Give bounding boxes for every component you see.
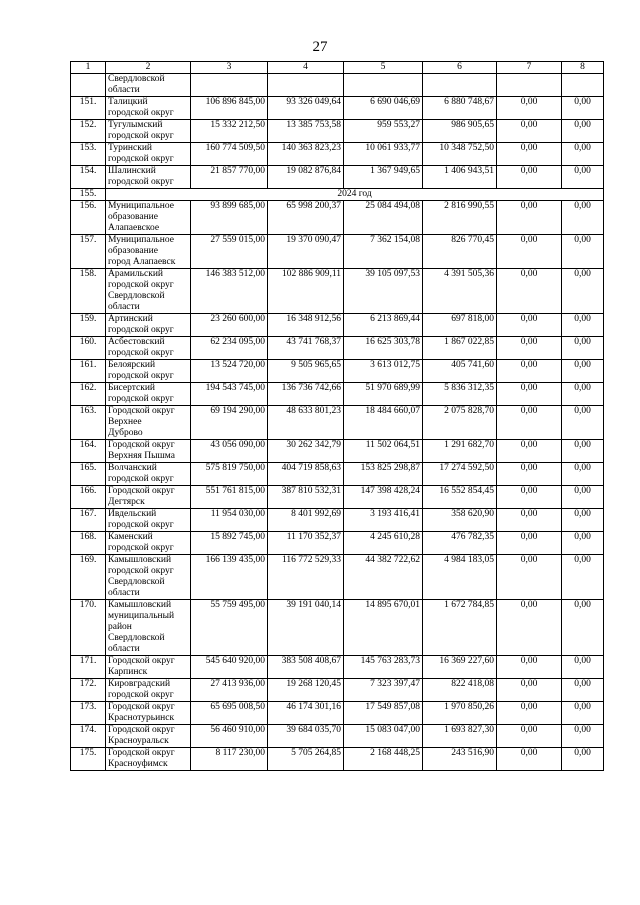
amount-c6: 826 770,45 bbox=[423, 235, 497, 269]
amount-c8: 0,00 bbox=[562, 486, 604, 509]
amount-c8: 0,00 bbox=[562, 120, 604, 143]
municipality-name-line: Муниципальное bbox=[108, 235, 174, 245]
amount-c5: 959 553,27 bbox=[344, 120, 423, 143]
amount-c4: 11 170 352,37 bbox=[268, 532, 344, 555]
amount-c5: 6 690 046,69 bbox=[344, 97, 423, 120]
municipality-name bbox=[106, 440, 191, 463]
row-number: 168. bbox=[71, 532, 106, 555]
amount-c7: 0,00 bbox=[497, 748, 562, 771]
amount-c5: 14 895 670,01 bbox=[344, 600, 423, 656]
amount-c3: 545 640 920,00 bbox=[191, 656, 268, 679]
amount-c7: 0,00 bbox=[497, 725, 562, 748]
amount-c6: 4 984 183,05 bbox=[423, 555, 497, 600]
amount-c3: 13 524 720,00 bbox=[191, 360, 268, 383]
amount-c3: 11 954 030,00 bbox=[191, 509, 268, 532]
amount-c4: 387 810 532,31 bbox=[268, 486, 344, 509]
table-row bbox=[71, 143, 604, 166]
row-number: 155. bbox=[71, 189, 106, 201]
municipality-name-line: Свердловской bbox=[108, 633, 165, 643]
table-row bbox=[71, 600, 604, 656]
municipality-name-line: Городской округ bbox=[108, 656, 175, 666]
amount-c7: 0,00 bbox=[497, 97, 562, 120]
page-number: 27 bbox=[312, 39, 328, 55]
municipality-name-line: Туринский bbox=[108, 143, 152, 153]
municipality-name-line: области bbox=[108, 302, 140, 312]
row-number: 164. bbox=[71, 440, 106, 463]
municipality-name bbox=[106, 235, 191, 269]
row-number: 153. bbox=[71, 143, 106, 166]
amount-c4: 65 998 200,37 bbox=[268, 201, 344, 235]
municipality-name-line: Артинский bbox=[108, 314, 153, 324]
amount-c7: 0,00 bbox=[497, 463, 562, 486]
table-row bbox=[71, 166, 604, 189]
municipality-name-line: области bbox=[108, 85, 140, 95]
amount-c5: 145 763 283,73 bbox=[344, 656, 423, 679]
amount-c8: 0,00 bbox=[562, 725, 604, 748]
amount-c4: 13 385 753,58 bbox=[268, 120, 344, 143]
column-number: 4 bbox=[268, 62, 344, 74]
municipality-name-line: Бисертский bbox=[108, 383, 155, 393]
municipality-name-line: городской округ bbox=[108, 154, 174, 164]
municipality-name bbox=[106, 555, 191, 600]
amount-c5: 3 613 012,75 bbox=[344, 360, 423, 383]
municipality-name-line: Камышловский bbox=[108, 555, 172, 565]
amount-c6: 822 418,08 bbox=[423, 679, 497, 702]
table-row bbox=[71, 269, 604, 314]
amount-c4: 19 082 876,84 bbox=[268, 166, 344, 189]
amount-c8: 0,00 bbox=[562, 97, 604, 120]
amount-c4: 116 772 529,33 bbox=[268, 555, 344, 600]
municipality-name-line: Камышловский bbox=[108, 600, 172, 610]
amount-c5: 3 193 416,41 bbox=[344, 509, 423, 532]
municipality-name-line: городской округ bbox=[108, 108, 174, 118]
municipality-name-line: Арамильский bbox=[108, 269, 163, 279]
row-number: 151. bbox=[71, 97, 106, 120]
municipality-name-line: Свердловской bbox=[108, 291, 165, 301]
row-number: 169. bbox=[71, 555, 106, 600]
municipality-name bbox=[106, 143, 191, 166]
municipality-name-line: городской округ bbox=[108, 690, 174, 700]
amount-c5: 7 362 154,08 bbox=[344, 235, 423, 269]
table-row bbox=[71, 383, 604, 406]
row-number: 163. bbox=[71, 406, 106, 440]
amount-c3: 160 774 509,50 bbox=[191, 143, 268, 166]
amount-c6: 1 291 682,70 bbox=[423, 440, 497, 463]
amount-c4: 39 191 040,14 bbox=[268, 600, 344, 656]
amount-c3: 146 383 512,00 bbox=[191, 269, 268, 314]
municipality-name-line: Дуброво bbox=[108, 428, 143, 438]
municipality-name-line: Тугулымский bbox=[108, 120, 163, 130]
municipality-name bbox=[106, 509, 191, 532]
table-row bbox=[71, 337, 604, 360]
row-number: 154. bbox=[71, 166, 106, 189]
amount-c5: 39 105 097,53 bbox=[344, 269, 423, 314]
amount-c3: 15 892 745,00 bbox=[191, 532, 268, 555]
municipality-name-line: образование bbox=[108, 212, 158, 222]
municipality-name-line: городской округ bbox=[108, 566, 174, 576]
amount-c3: 15 332 212,50 bbox=[191, 120, 268, 143]
row-number: 167. bbox=[71, 509, 106, 532]
municipality-name-line: Городской округ bbox=[108, 406, 175, 416]
table-row bbox=[71, 406, 604, 440]
table-row bbox=[71, 702, 604, 725]
amount-c7: 0,00 bbox=[497, 555, 562, 600]
amount-c4: 93 326 049,64 bbox=[268, 97, 344, 120]
amount-c4: 39 684 035,70 bbox=[268, 725, 344, 748]
amount-c6: 1 970 850,26 bbox=[423, 702, 497, 725]
column-number: 5 bbox=[344, 62, 423, 74]
amount-c6: 1 672 784,85 bbox=[423, 600, 497, 656]
amount-c5: 44 382 722,62 bbox=[344, 555, 423, 600]
amount-c8: 0,00 bbox=[562, 166, 604, 189]
amount-c4 bbox=[268, 74, 344, 97]
amount-c5: 16 625 303,78 bbox=[344, 337, 423, 360]
amount-c6: 17 274 592,50 bbox=[423, 463, 497, 486]
amount-c7: 0,00 bbox=[497, 337, 562, 360]
year-row bbox=[71, 189, 604, 201]
row-number: 157. bbox=[71, 235, 106, 269]
amount-c7: 0,00 bbox=[497, 201, 562, 235]
amount-c8: 0,00 bbox=[562, 555, 604, 600]
amount-c6: 358 620,90 bbox=[423, 509, 497, 532]
amount-c4: 140 363 823,23 bbox=[268, 143, 344, 166]
column-number: 6 bbox=[423, 62, 497, 74]
municipality-name bbox=[106, 748, 191, 771]
municipality-name bbox=[106, 201, 191, 235]
year-label: 2024 год bbox=[106, 189, 604, 201]
amount-c6: 5 836 312,35 bbox=[423, 383, 497, 406]
amount-c8: 0,00 bbox=[562, 463, 604, 486]
amount-c8 bbox=[562, 74, 604, 97]
amount-c3: 575 819 750,00 bbox=[191, 463, 268, 486]
amount-c7: 0,00 bbox=[497, 120, 562, 143]
municipality-name bbox=[106, 702, 191, 725]
amount-c8: 0,00 bbox=[562, 406, 604, 440]
amount-c5: 10 061 933,77 bbox=[344, 143, 423, 166]
table-row bbox=[71, 486, 604, 509]
amount-c8: 0,00 bbox=[562, 679, 604, 702]
municipality-name-line: городской округ bbox=[108, 394, 174, 404]
municipality-name bbox=[106, 314, 191, 337]
amount-c3: 27 559 015,00 bbox=[191, 235, 268, 269]
amount-c4: 48 633 801,23 bbox=[268, 406, 344, 440]
table-row bbox=[71, 725, 604, 748]
municipality-name-line: городской округ bbox=[108, 131, 174, 141]
amount-c8: 0,00 bbox=[562, 337, 604, 360]
municipality-name bbox=[106, 406, 191, 440]
municipality-name bbox=[106, 600, 191, 656]
amount-c8: 0,00 bbox=[562, 440, 604, 463]
amount-c6: 1 406 943,51 bbox=[423, 166, 497, 189]
amount-c6: 2 816 990,55 bbox=[423, 201, 497, 235]
amount-c7: 0,00 bbox=[497, 702, 562, 725]
municipality-name-line: городской округ bbox=[108, 280, 174, 290]
column-number: 3 bbox=[191, 62, 268, 74]
column-number-row bbox=[71, 62, 604, 74]
municipality-name-line: Ивдельский bbox=[108, 509, 157, 519]
amount-c7: 0,00 bbox=[497, 656, 562, 679]
row-number: 166. bbox=[71, 486, 106, 509]
amount-c5: 1 367 949,65 bbox=[344, 166, 423, 189]
municipality-name-line: Городской округ bbox=[108, 748, 175, 758]
amount-c4: 383 508 408,67 bbox=[268, 656, 344, 679]
column-number: 2 bbox=[106, 62, 191, 74]
municipality-name-line: Свердловской bbox=[108, 577, 165, 587]
amount-c8: 0,00 bbox=[562, 532, 604, 555]
column-number: 8 bbox=[562, 62, 604, 74]
table-row bbox=[71, 201, 604, 235]
municipality-name-line: городской округ bbox=[108, 371, 174, 381]
amount-c6: 16 369 227,60 bbox=[423, 656, 497, 679]
amount-c6: 476 782,35 bbox=[423, 532, 497, 555]
amount-c8: 0,00 bbox=[562, 201, 604, 235]
row-number: 161. bbox=[71, 360, 106, 383]
amount-c3: 62 234 095,00 bbox=[191, 337, 268, 360]
amount-c4: 8 401 992,69 bbox=[268, 509, 344, 532]
amount-c5: 153 825 298,87 bbox=[344, 463, 423, 486]
municipality-name-line: город Алапаевск bbox=[108, 257, 176, 267]
amount-c5: 7 323 397,47 bbox=[344, 679, 423, 702]
amount-c6: 986 905,65 bbox=[423, 120, 497, 143]
amount-c4: 30 262 342,79 bbox=[268, 440, 344, 463]
municipality-name bbox=[106, 725, 191, 748]
municipality-name bbox=[106, 97, 191, 120]
table-row bbox=[71, 748, 604, 771]
amount-c3: 69 194 290,00 bbox=[191, 406, 268, 440]
municipality-name bbox=[106, 383, 191, 406]
municipality-name-line: Верхнее bbox=[108, 417, 142, 427]
municipality-name-line: Городской округ bbox=[108, 440, 175, 450]
row-number: 174. bbox=[71, 725, 106, 748]
table-row bbox=[71, 97, 604, 120]
amount-c8: 0,00 bbox=[562, 656, 604, 679]
amount-c3: 166 139 435,00 bbox=[191, 555, 268, 600]
municipality-name bbox=[106, 74, 191, 97]
row-number: 152. bbox=[71, 120, 106, 143]
municipality-name-line: муниципальный bbox=[108, 611, 175, 621]
table-row bbox=[71, 532, 604, 555]
amount-c3 bbox=[191, 74, 268, 97]
amount-c8: 0,00 bbox=[562, 269, 604, 314]
municipality-name bbox=[106, 360, 191, 383]
amount-c5 bbox=[344, 74, 423, 97]
municipality-name-line: городской округ bbox=[108, 177, 174, 187]
municipality-name bbox=[106, 463, 191, 486]
amount-c5: 17 549 857,08 bbox=[344, 702, 423, 725]
municipality-name-line: Городской округ bbox=[108, 486, 175, 496]
amount-c8: 0,00 bbox=[562, 702, 604, 725]
amount-c7: 0,00 bbox=[497, 314, 562, 337]
municipality-name-line: городской округ bbox=[108, 474, 174, 484]
row-number: 172. bbox=[71, 679, 106, 702]
amount-c8: 0,00 bbox=[562, 748, 604, 771]
amount-c5: 51 970 689,99 bbox=[344, 383, 423, 406]
amount-c7: 0,00 bbox=[497, 679, 562, 702]
amount-c8: 0,00 bbox=[562, 600, 604, 656]
amount-c7: 0,00 bbox=[497, 166, 562, 189]
municipality-name-line: области bbox=[108, 644, 140, 654]
amount-c3: 106 896 845,00 bbox=[191, 97, 268, 120]
table-row bbox=[71, 120, 604, 143]
municipality-name-line: городской округ bbox=[108, 348, 174, 358]
amount-c7: 0,00 bbox=[497, 486, 562, 509]
amount-c4: 5 705 264,85 bbox=[268, 748, 344, 771]
municipality-name bbox=[106, 486, 191, 509]
municipality-name bbox=[106, 337, 191, 360]
municipality-name bbox=[106, 656, 191, 679]
amount-c5: 15 083 047,00 bbox=[344, 725, 423, 748]
amount-c7: 0,00 bbox=[497, 532, 562, 555]
municipality-name-line: Талицкий bbox=[108, 97, 148, 107]
amount-c7: 0,00 bbox=[497, 600, 562, 656]
row-number: 156. bbox=[71, 201, 106, 235]
amount-c4: 43 741 768,37 bbox=[268, 337, 344, 360]
amount-c5: 25 084 494,08 bbox=[344, 201, 423, 235]
amount-c7: 0,00 bbox=[497, 269, 562, 314]
amount-c7 bbox=[497, 74, 562, 97]
row-number: 160. bbox=[71, 337, 106, 360]
amount-c6 bbox=[423, 74, 497, 97]
amount-c3: 194 543 745,00 bbox=[191, 383, 268, 406]
amount-c8: 0,00 bbox=[562, 235, 604, 269]
amount-c4: 136 736 742,66 bbox=[268, 383, 344, 406]
row-number: 171. bbox=[71, 656, 106, 679]
amount-c6: 243 516,90 bbox=[423, 748, 497, 771]
amount-c3: 93 899 685,00 bbox=[191, 201, 268, 235]
amount-c4: 19 268 120,45 bbox=[268, 679, 344, 702]
municipality-name-line: Красноуфимск bbox=[108, 759, 168, 769]
row-number: 173. bbox=[71, 702, 106, 725]
amount-c8: 0,00 bbox=[562, 143, 604, 166]
amount-c4: 46 174 301,16 bbox=[268, 702, 344, 725]
row-number: 165. bbox=[71, 463, 106, 486]
amount-c7: 0,00 bbox=[497, 360, 562, 383]
table-row bbox=[71, 235, 604, 269]
amount-c6: 10 348 752,50 bbox=[423, 143, 497, 166]
municipality-name-line: Алапаевское bbox=[108, 223, 160, 233]
municipality-name-line: Городской округ bbox=[108, 702, 175, 712]
table-row bbox=[71, 555, 604, 600]
amount-c3: 43 056 090,00 bbox=[191, 440, 268, 463]
municipality-name-line: Волчанский bbox=[108, 463, 157, 473]
municipality-name bbox=[106, 532, 191, 555]
municipality-name bbox=[106, 166, 191, 189]
amount-c4: 19 370 090,47 bbox=[268, 235, 344, 269]
amount-c4: 404 719 858,63 bbox=[268, 463, 344, 486]
amount-c5: 2 168 448,25 bbox=[344, 748, 423, 771]
municipality-name-line: Дегтярск bbox=[108, 497, 145, 507]
amount-c3: 27 413 936,00 bbox=[191, 679, 268, 702]
municipality-name-line: области bbox=[108, 588, 140, 598]
row-number: 159. bbox=[71, 314, 106, 337]
amount-c3: 23 260 600,00 bbox=[191, 314, 268, 337]
amount-c6: 697 818,00 bbox=[423, 314, 497, 337]
amount-c5: 11 502 064,51 bbox=[344, 440, 423, 463]
amount-c3: 8 117 230,00 bbox=[191, 748, 268, 771]
amount-c8: 0,00 bbox=[562, 314, 604, 337]
municipality-name bbox=[106, 269, 191, 314]
budget-table bbox=[70, 61, 604, 771]
municipality-name bbox=[106, 679, 191, 702]
municipality-name-line: район bbox=[108, 622, 132, 632]
amount-c7: 0,00 bbox=[497, 509, 562, 532]
amount-c6: 16 552 854,45 bbox=[423, 486, 497, 509]
amount-c4: 102 886 909,11 bbox=[268, 269, 344, 314]
municipality-name-line: городской округ bbox=[108, 325, 174, 335]
amount-c7: 0,00 bbox=[497, 440, 562, 463]
row-number: 162. bbox=[71, 383, 106, 406]
municipality-name-line: Кировградский bbox=[108, 679, 171, 689]
table-row bbox=[71, 463, 604, 486]
municipality-name-line: городской округ bbox=[108, 543, 174, 553]
amount-c8: 0,00 bbox=[562, 383, 604, 406]
municipality-name-line: Муниципальное bbox=[108, 201, 174, 211]
table-row bbox=[71, 74, 604, 97]
amount-c3: 55 759 495,00 bbox=[191, 600, 268, 656]
amount-c5: 4 245 610,28 bbox=[344, 532, 423, 555]
amount-c3: 56 460 910,00 bbox=[191, 725, 268, 748]
amount-c5: 147 398 428,24 bbox=[344, 486, 423, 509]
column-number: 7 bbox=[497, 62, 562, 74]
municipality-name-line: Карпинск bbox=[108, 667, 148, 677]
row-number: 158. bbox=[71, 269, 106, 314]
amount-c3: 551 761 815,00 bbox=[191, 486, 268, 509]
municipality-name-line: Красноуральск bbox=[108, 736, 169, 746]
row-number: 175. bbox=[71, 748, 106, 771]
amount-c6: 2 075 828,70 bbox=[423, 406, 497, 440]
municipality-name-line: Городской округ bbox=[108, 725, 175, 735]
amount-c7: 0,00 bbox=[497, 143, 562, 166]
column-number: 1 bbox=[71, 62, 106, 74]
municipality-name-line: Белоярский bbox=[108, 360, 156, 370]
amount-c6: 6 880 748,67 bbox=[423, 97, 497, 120]
table-row bbox=[71, 440, 604, 463]
municipality-name-line: Краснотурьинск bbox=[108, 713, 175, 723]
amount-c4: 9 505 965,65 bbox=[268, 360, 344, 383]
table-row bbox=[71, 656, 604, 679]
amount-c3: 21 857 770,00 bbox=[191, 166, 268, 189]
amount-c6: 405 741,60 bbox=[423, 360, 497, 383]
municipality-name-line: Шалинский bbox=[108, 166, 156, 176]
table-row bbox=[71, 314, 604, 337]
municipality-name-line: Каменский bbox=[108, 532, 153, 542]
municipality-name-line: Свердловской bbox=[108, 74, 165, 84]
amount-c5: 6 213 869,44 bbox=[344, 314, 423, 337]
amount-c6: 1 867 022,85 bbox=[423, 337, 497, 360]
municipality-name-line: Верхняя Пышма bbox=[108, 451, 175, 461]
amount-c4: 16 348 912,56 bbox=[268, 314, 344, 337]
table-row bbox=[71, 509, 604, 532]
municipality-name bbox=[106, 120, 191, 143]
amount-c8: 0,00 bbox=[562, 360, 604, 383]
municipality-name-line: городской округ bbox=[108, 520, 174, 530]
amount-c7: 0,00 bbox=[497, 406, 562, 440]
amount-c6: 4 391 505,36 bbox=[423, 269, 497, 314]
amount-c8: 0,00 bbox=[562, 509, 604, 532]
amount-c7: 0,00 bbox=[497, 383, 562, 406]
amount-c6: 1 693 827,30 bbox=[423, 725, 497, 748]
amount-c7: 0,00 bbox=[497, 235, 562, 269]
row-number bbox=[71, 74, 106, 97]
municipality-name-line: образование bbox=[108, 246, 158, 256]
table-row bbox=[71, 360, 604, 383]
row-number: 170. bbox=[71, 600, 106, 656]
municipality-name-line: Асбестовский bbox=[108, 337, 165, 347]
table-row bbox=[71, 679, 604, 702]
amount-c5: 18 484 660,07 bbox=[344, 406, 423, 440]
amount-c3: 65 695 008,50 bbox=[191, 702, 268, 725]
